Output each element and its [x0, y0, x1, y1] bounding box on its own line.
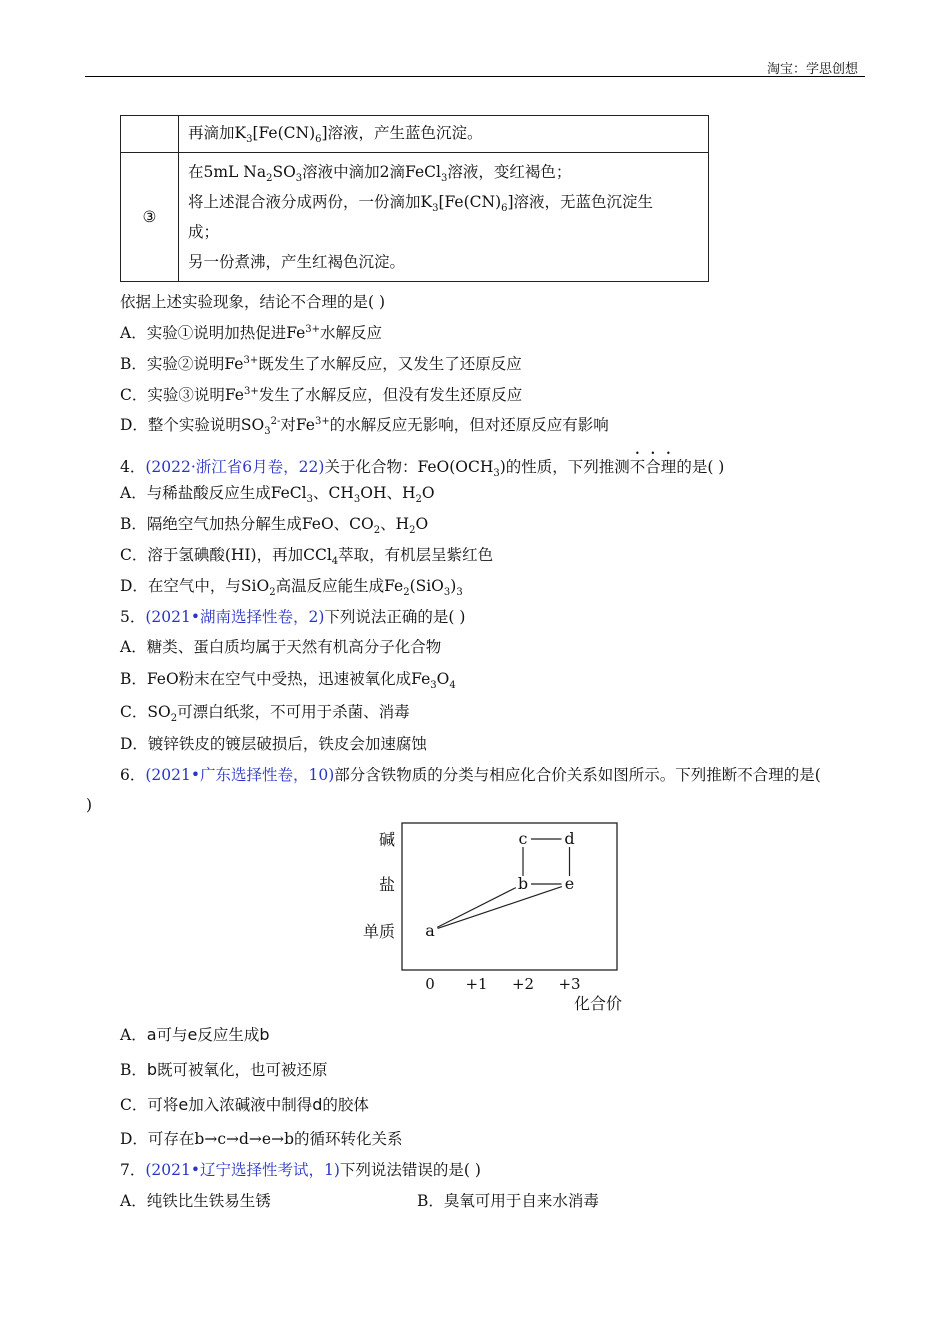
- q7-option-b: B．臭氧可用于自来水消毒: [417, 1192, 599, 1210]
- q7-stem: [120, 1160, 481, 1180]
- link-a-b: [437, 888, 516, 928]
- header-rule: [85, 76, 865, 77]
- experiment-table: [120, 115, 709, 282]
- y-label-碱: 碱: [378, 830, 395, 849]
- q6-b-sym-b: b: [146, 1060, 158, 1079]
- q6-option-b: [120, 1060, 328, 1080]
- q6-a-sym-e: e: [187, 1025, 198, 1044]
- table-cell-num: ③: [121, 153, 179, 282]
- point-d: d: [564, 829, 575, 848]
- q6-b-prefix: B．: [120, 1061, 147, 1079]
- q5-stem: [120, 607, 465, 627]
- table-cell-text: [179, 153, 709, 282]
- table-cell-num: [121, 116, 179, 153]
- q4-option-b: B．隔绝空气加热分解生成FeO、$CO_2$、$H_2O$: [120, 515, 429, 537]
- x-tick-label: +1: [465, 975, 488, 993]
- q6-source: (2021•广东选择性卷，10): [145, 766, 335, 784]
- q4-number: 4．: [120, 458, 146, 476]
- q4-stem: [120, 449, 725, 480]
- q4-stem-pre: 关于化合物：$FeO(OCH_3)$的性质，下列推测: [324, 458, 630, 480]
- q6-b-post: 既可被氧化，也可被还原: [157, 1061, 328, 1079]
- q4-option-a: A．与稀盐酸反应生成FeCl$_3$、$CH_3OH$、$H_2O$: [120, 484, 435, 506]
- row2-line4: 另一份煮沸，产生红褐色沉淀。: [188, 253, 406, 271]
- q6-c-prefix: C．可将: [120, 1096, 179, 1114]
- point-a: a: [425, 921, 435, 940]
- q6-a-mid: 可与: [156, 1026, 188, 1044]
- row2-line1: 在5mL $Na_2SO_3$溶液中滴加2滴FeCl$_3$溶液，变红褐色；: [188, 163, 572, 185]
- q5-option-c: C．$SO_2$可漂白纸浆，不可用于杀菌、消毒: [120, 703, 410, 725]
- q6-a-post: 反应生成: [197, 1026, 260, 1044]
- q7-stem-text: 下列说法错误的是( ): [339, 1161, 481, 1179]
- q5-option-b: B．FeO粉末在空气中受热，迅速被氧化成$Fe_3O_4$: [120, 670, 456, 692]
- q4-stem-post: 的是( ): [676, 458, 725, 476]
- q5-source: (2021•湖南选择性卷，2): [145, 608, 325, 626]
- point-c: c: [518, 829, 528, 848]
- q3-option-a: A．实验①说明加热促进$Fe^{3+}$水解反应: [120, 323, 383, 342]
- q4-option-c: C．溶于氢碘酸(HI)，再加CCl$_4$萃取，有机层呈紫红色: [120, 546, 494, 568]
- q3-option-d: D．整个实验说明$SO_3^{2-}$对$Fe^{3+}$的水解反应无影响，但对还原反应有影响: [120, 415, 609, 438]
- q6-c-sym-d: d: [312, 1095, 323, 1114]
- q6-stem-end: ): [86, 796, 93, 814]
- q4-option-d: D．在空气中，与SiO$_2$高温反应能生成$Fe_2(SiO_3)_3$: [120, 577, 463, 599]
- q5-stem-text: 下列说法正确的是( ): [324, 608, 466, 626]
- q4-source: (2022·浙江省6月卷，22): [145, 458, 325, 476]
- row2-line2: 将上述混合液分成两份，一份滴加$K_3[Fe(CN)_6]$溶液，无蓝色沉淀生: [188, 193, 654, 215]
- q6-c-mid: 加入浓碱液中制得: [188, 1096, 313, 1114]
- y-label-盐: 盐: [378, 875, 395, 894]
- q5-number: 5．: [120, 608, 146, 626]
- q5-option-a: A．糖类、蛋白质均属于天然有机高分子化合物: [120, 638, 442, 656]
- q7-option-a: A．纯铁比生铁易生锈: [120, 1192, 271, 1210]
- x-tick-label: +3: [558, 975, 581, 993]
- q6-a-sym-b: b: [259, 1025, 270, 1044]
- q6-option-c: [120, 1095, 369, 1115]
- q6-a-prefix: A．: [120, 1026, 147, 1044]
- q3-option-c: C．实验③说明$Fe^{3+}$发生了水解反应，但没有发生还原反应: [120, 385, 523, 404]
- q6-stem: [120, 765, 821, 785]
- q6-c-sym-e: e: [178, 1095, 189, 1114]
- x-tick-label: +2: [511, 975, 535, 993]
- y-label-单质: 单质: [362, 922, 395, 941]
- chart-frame: [402, 823, 617, 970]
- q6-a-sym-a: a: [146, 1025, 157, 1044]
- table-cell-text: [179, 116, 709, 153]
- table-row: [121, 153, 709, 282]
- q7-number: 7．: [120, 1161, 146, 1179]
- q6-stem-text: 部分含铁物质的分类与相应化合价关系如图所示。下列推断不合理的是(: [334, 766, 821, 784]
- point-b: b: [517, 874, 529, 893]
- q6-c-post: 的胶体: [322, 1096, 369, 1114]
- q5-option-d: D．镀锌铁皮的镀层破损后，铁皮会加速腐蚀: [120, 735, 427, 753]
- row2-line3: 成；: [188, 223, 220, 241]
- q3-stem: 依据上述实验现象，结论不合理的是( ): [120, 293, 386, 311]
- q3-option-b: B．实验②说明$Fe^{3+}$既发生了水解反应，又发生了还原反应: [120, 354, 522, 373]
- x-tick-label: 0: [425, 975, 435, 993]
- q6-option-d: D．可存在b→c→d→e→b的循环转化关系: [120, 1130, 403, 1148]
- point-e: e: [564, 874, 575, 893]
- q4-stem-emphasis: 不合理: [629, 458, 677, 476]
- header-text: 淘宝：学思创想: [767, 62, 859, 77]
- table-row: [121, 116, 709, 153]
- link-a-e: [438, 887, 562, 929]
- q7-source: (2021•辽宁选择性考试，1): [145, 1161, 340, 1179]
- iron-valence-chart: [350, 815, 640, 1020]
- q6-number: 6．: [120, 766, 146, 784]
- row1-line1: 再滴加$K_3[Fe(CN)_6]$溶液，产生蓝色沉淀。: [188, 124, 483, 146]
- x-axis-label: 化合价: [573, 994, 623, 1013]
- q6-option-a: [120, 1025, 270, 1045]
